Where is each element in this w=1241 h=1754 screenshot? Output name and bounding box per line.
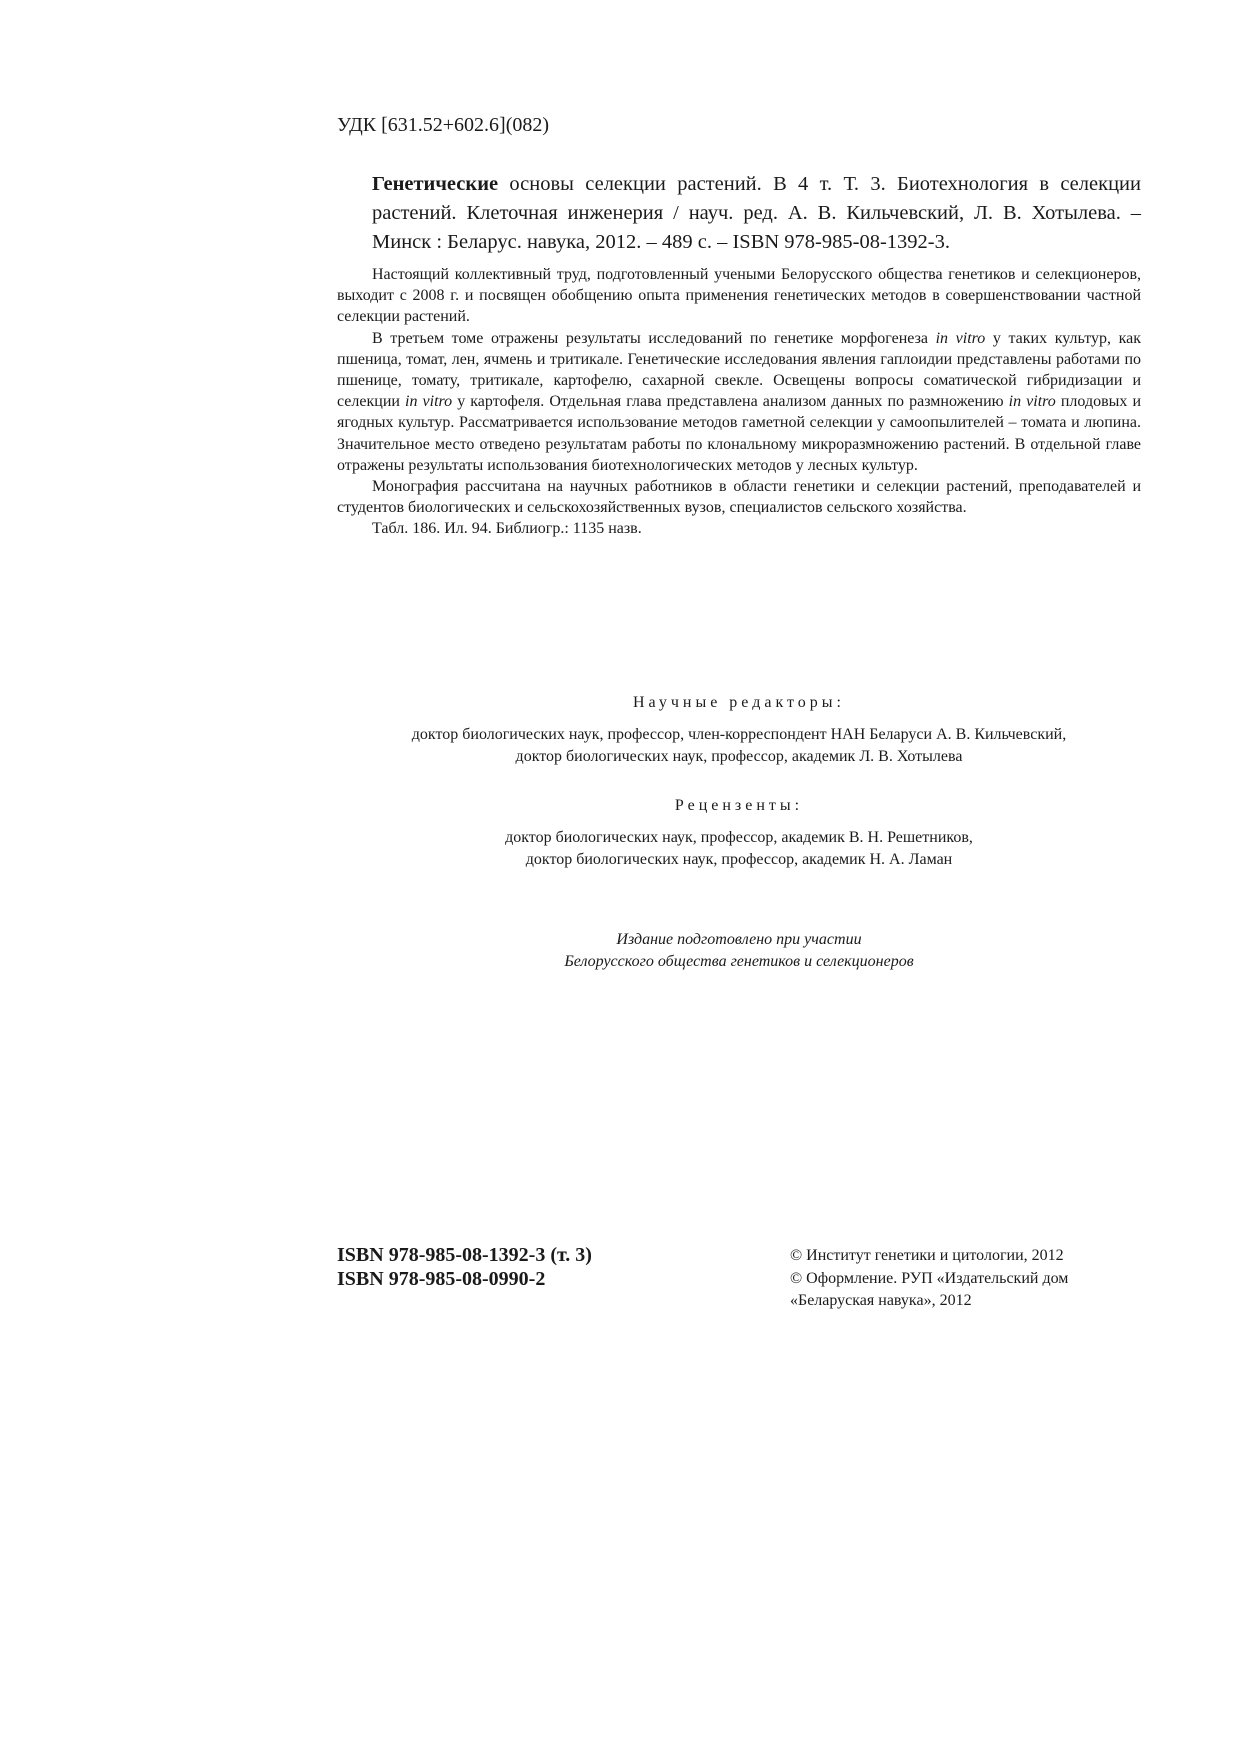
abstract [337,264,1141,540]
copyright-line-3: «Беларуская навука», 2012 [790,1292,972,1309]
reviewer-1: доктор биологических наук, профессор, академик В. Н. Решетников, [505,829,973,846]
isbn-series: ISBN 978-985-08-0990-2 [337,1268,546,1290]
citation-lead: Генетические [372,173,499,195]
text-run: В третьем томе отражены результаты исследований по генетике морфогенеза [372,329,936,347]
editors-list [337,724,1141,768]
publication-note [337,929,1141,973]
citation-rest: основы селекции растений. В 4 т. Т. 3. Биотехнология в селекции растений. Клеточная инженерия / науч. ред. А. В. Кильчевский, Л. В. Хотылева. – Минск : Беларус. навука, 2012. – 489 с. – ISBN 978-985-08-1392-3. [372,173,1141,253]
abstract-stats: Табл. 186. Ил. 94. Библиогр.: 1135 назв. [372,520,642,538]
italic-term: in vitro [405,393,453,411]
abstract-paragraph-3: Монография рассчитана на научных работников в области генетики и селекции растений, преподавателей и студентов биологических и сельскохозяйственных вузов, специалистов сельского хозяйства. [337,478,1141,517]
reviewers-list [337,827,1141,871]
editor-2: доктор биологических наук, профессор, академик Л. В. Хотылева [515,748,963,765]
note-line-1: Издание подготовлено при участии [616,931,862,948]
editor-1: доктор биологических наук, профессор, член-корреспондент НАН Беларуси А. В. Кильчевский, [411,726,1067,743]
isbn-block [337,1243,592,1291]
reviewer-2: доктор биологических наук, профессор, академик Н. А. Ламан [525,851,953,868]
abstract-paragraph-2 [337,328,1141,476]
italic-term: in vitro [935,329,986,347]
text-run: у таких культур, как пшеница, томат, лен, ячмень и тритикале. Генетические исследования явления гаплоидии представлены работами по пшенице, томату, тритикале, картофелю, сахарной свекле. Освещены вопросы соматической гибридизации и селекции [337,329,1141,411]
copyright-line-1: © Институт генетики и цитологии, 2012 [790,1247,1064,1264]
editors-heading: Научные редакторы: [633,694,845,711]
reviewers-heading: Рецензенты: [674,797,804,814]
abstract-paragraph-1: Настоящий коллективный труд, подготовленный учеными Белорусского общества генетиков и селекционеров, выходит с 2008 г. и посвящен обобщению опыта применения генетических методов в совершенствовании частной селекции растений. [337,266,1141,326]
copyright-line-2: © Оформление. РУП «Издательский дом [790,1269,1069,1287]
text-run: плодовых и ягодных культур. Рассматривается использование методов гаметной селекции у самоопылителей – томата и люпина. Значительное место отведено результатам работы по клональному микроразмножению растений. В отдельной главе отражены результаты использования биотехнологических методов у лесных культур. [337,393,1142,474]
bibliographic-citation [372,170,1141,257]
isbn-volume: ISBN 978-985-08-1392-3 (т. 3) [337,1244,592,1266]
copyright-block [790,1245,1068,1313]
text-run: у картофеля. Отдельная глава представлена анализом данных по размножению [452,393,1009,411]
udk-code: УДК [631.52+602.6](082) [337,114,550,136]
note-line-2: Белорусского общества генетиков и селекционеров [564,953,914,970]
italic-term: in vitro [1008,393,1056,411]
